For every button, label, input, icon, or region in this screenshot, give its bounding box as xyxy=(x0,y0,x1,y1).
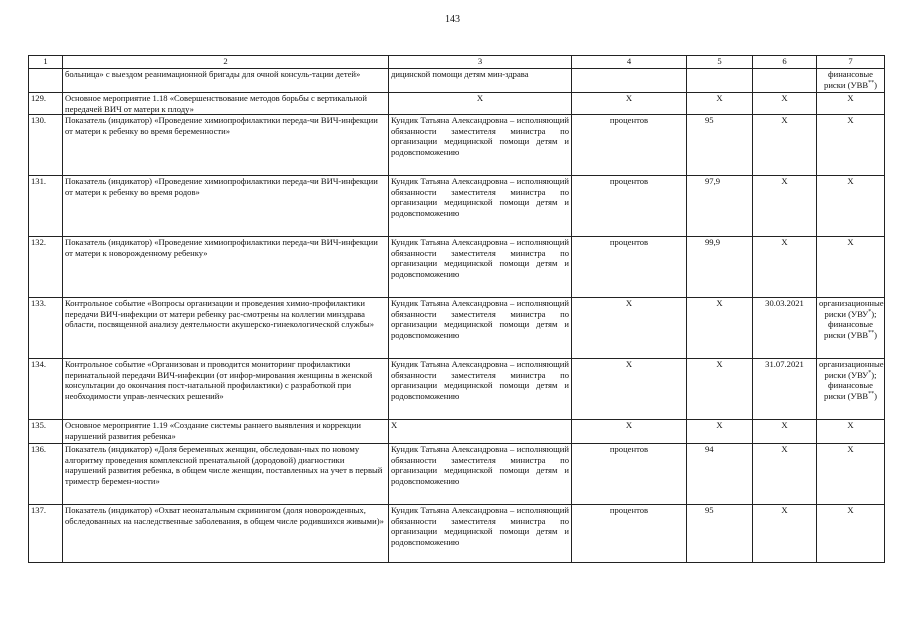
responsible-person: Кундик Татьяна Александровна – исполняющий обязанности заместителя министра по организации медицинской помощи детям и родовспоможению xyxy=(389,176,572,237)
column-number-row xyxy=(29,56,885,69)
page-number: 143 xyxy=(445,14,460,25)
row-number: 133. xyxy=(29,298,63,359)
row-number: 135. xyxy=(29,420,63,444)
target-value: Х xyxy=(687,420,753,444)
risks: организационные риски (УВУ*); финансовые риски (УВВ**) xyxy=(817,298,885,359)
risks: Х xyxy=(817,237,885,298)
table-row xyxy=(29,298,885,359)
row-number: 130. xyxy=(29,115,63,176)
table-row xyxy=(29,115,885,176)
unit-of-measure: Х xyxy=(572,298,687,359)
activity-name: больница» с выездом реанимационной бригады для очной консуль-тации детей» xyxy=(63,69,389,93)
activity-name: Контрольное событие «Организован и проводится мониторинг профилактики перинатальной передачи ВИЧ-инфекции (от инфор-мирования женщины в женской консультации до окончания пост-натальной профилактики) с разработкой при необходимости управ-ленческих решений» xyxy=(63,359,389,420)
deadline-date: Х xyxy=(753,237,817,298)
row-number xyxy=(29,69,63,93)
responsible-person: Кундик Татьяна Александровна – исполняющий обязанности заместителя министра по организации медицинской помощи детям и родовспоможению xyxy=(389,444,572,505)
deadline-date xyxy=(753,69,817,93)
risks: Х xyxy=(817,505,885,563)
activity-name: Контрольное событие «Вопросы организации и проведения химио-профилактики передачи ВИЧ-инфекции от матери ребенку рас-смотрены на коллегии минздрава области, посвященной анализу деятельности акушерско-гинекологической службы» xyxy=(63,298,389,359)
row-number: 132. xyxy=(29,237,63,298)
activity-name: Показатель (индикатор) «Проведение химиопрофилактики переда-чи ВИЧ-инфекции от матери к новорожденному ребенку» xyxy=(63,237,389,298)
target-value: Х xyxy=(687,93,753,115)
activity-name: Основное мероприятие 1.18 «Совершенствование методов борьбы с вертикальной передачей ВИЧ от матери к плоду» xyxy=(63,93,389,115)
table-row xyxy=(29,69,885,93)
unit-of-measure: процентов xyxy=(572,505,687,563)
column-number: 3 xyxy=(389,56,572,69)
column-number: 6 xyxy=(753,56,817,69)
row-number: 136. xyxy=(29,444,63,505)
table-row xyxy=(29,176,885,237)
unit-of-measure: процентов xyxy=(572,176,687,237)
responsible-person: Кундик Татьяна Александровна – исполняющий обязанности заместителя министра по организации медицинской помощи детям и родовспоможению xyxy=(389,237,572,298)
activity-name: Показатель (индикатор) «Доля беременных женщин, обследован-ных по новому алгоритму проведения комплексной пренатальной (дородовой) диагностики нарушений развития ребенка, в общем числе женщин, поставленных на учет в первый триместр беремен-ности» xyxy=(63,444,389,505)
column-number: 4 xyxy=(572,56,687,69)
deadline-date: 30.03.2021 xyxy=(753,298,817,359)
unit-of-measure xyxy=(572,69,687,93)
target-value xyxy=(687,69,753,93)
responsible-person: дицинской помощи детям мин-здрава xyxy=(389,69,572,93)
program-table xyxy=(28,55,885,563)
unit-of-measure: Х xyxy=(572,420,687,444)
activity-name: Показатель (индикатор) «Проведение химиопрофилактики переда-чи ВИЧ-инфекции от матери к ребенку во время родов» xyxy=(63,176,389,237)
table-row xyxy=(29,444,885,505)
responsible-person: Х xyxy=(389,420,572,444)
unit-of-measure: процентов xyxy=(572,115,687,176)
row-number: 137. xyxy=(29,505,63,563)
responsible-person: Кундик Татьяна Александровна – исполняющий обязанности заместителя министра по организации медицинской помощи детям и родовспоможению xyxy=(389,505,572,563)
row-number: 134. xyxy=(29,359,63,420)
column-number: 7 xyxy=(817,56,885,69)
activity-name: Показатель (индикатор) «Проведение химиопрофилактики переда-чи ВИЧ-инфекции от матери к ребенку во время беременности» xyxy=(63,115,389,176)
deadline-date: Х xyxy=(753,93,817,115)
unit-of-measure: процентов xyxy=(572,237,687,298)
activity-name: Показатель (индикатор) «Охват неонатальным скринингом (доля новорожденных, обследованных на наследственные заболевания, в общем числе родившихся живыми)» xyxy=(63,505,389,563)
risks: Х xyxy=(817,176,885,237)
deadline-date: 31.07.2021 xyxy=(753,359,817,420)
target-value: Х xyxy=(687,359,753,420)
table-row xyxy=(29,93,885,115)
activity-name: Основное мероприятие 1.19 «Создание системы раннего выявления и коррекции нарушений развития ребенка» xyxy=(63,420,389,444)
row-number: 131. xyxy=(29,176,63,237)
risks: организационные риски (УВУ*); финансовые риски (УВВ**) xyxy=(817,359,885,420)
responsible-person: Кундик Татьяна Александровна – исполняющий обязанности заместителя министра по организации медицинской помощи детям и родовспоможению xyxy=(389,115,572,176)
risks: Х xyxy=(817,444,885,505)
risks: Х xyxy=(817,420,885,444)
target-value: 95 xyxy=(687,505,753,563)
risks: Х xyxy=(817,93,885,115)
column-number: 2 xyxy=(63,56,389,69)
target-value: Х xyxy=(687,298,753,359)
unit-of-measure: Х xyxy=(572,93,687,115)
column-number: 1 xyxy=(29,56,63,69)
target-value: 94 xyxy=(687,444,753,505)
deadline-date: Х xyxy=(753,115,817,176)
target-value: 95 xyxy=(687,115,753,176)
responsible-person: Кундик Татьяна Александровна – исполняющий обязанности заместителя министра по организации медицинской помощи детям и родовспоможению xyxy=(389,359,572,420)
risks: Х xyxy=(817,115,885,176)
column-number: 5 xyxy=(687,56,753,69)
unit-of-measure: Х xyxy=(572,359,687,420)
target-value: 97,9 xyxy=(687,176,753,237)
deadline-date: Х xyxy=(753,444,817,505)
table-row xyxy=(29,359,885,420)
table-row xyxy=(29,237,885,298)
target-value: 99,9 xyxy=(687,237,753,298)
deadline-date: Х xyxy=(753,505,817,563)
risks: финансовые риски (УВВ**) xyxy=(817,69,885,93)
responsible-person: Х xyxy=(389,93,572,115)
unit-of-measure: процентов xyxy=(572,444,687,505)
row-number: 129. xyxy=(29,93,63,115)
deadline-date: Х xyxy=(753,176,817,237)
table-row xyxy=(29,505,885,563)
deadline-date: Х xyxy=(753,420,817,444)
table-row xyxy=(29,420,885,444)
responsible-person: Кундик Татьяна Александровна – исполняющий обязанности заместителя министра по организации медицинской помощи детям и родовспоможению xyxy=(389,298,572,359)
